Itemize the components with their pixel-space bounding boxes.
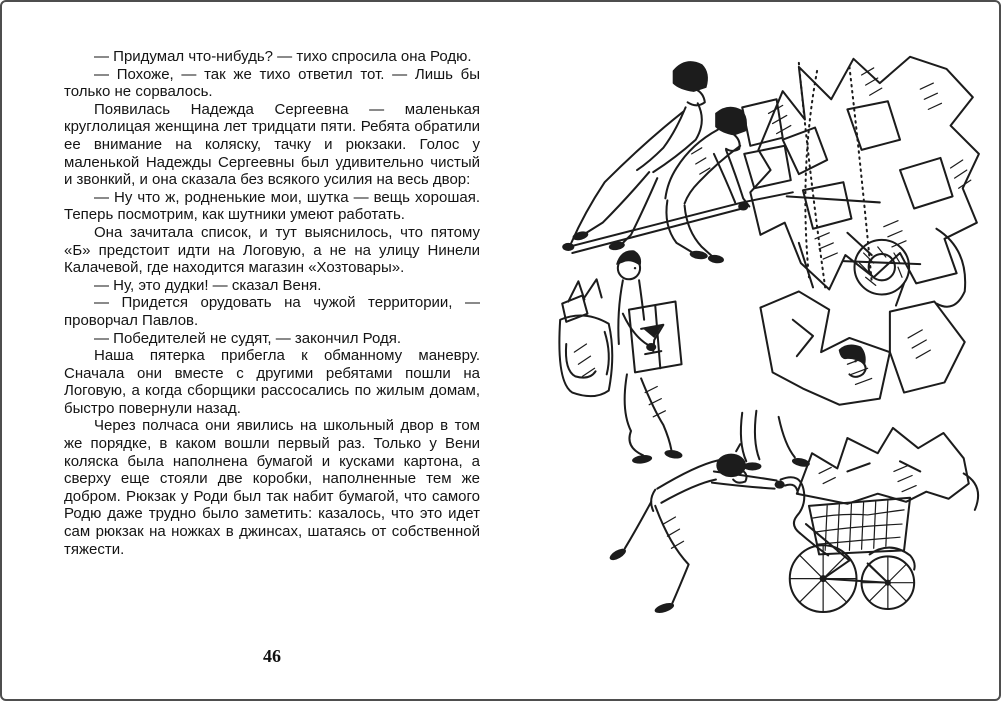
boy-pram bbox=[608, 444, 785, 615]
paragraph: — Похоже, — так же тихо ответил тот. — Лишь бы только не сорвалось. bbox=[64, 65, 480, 101]
boy-peeking bbox=[741, 345, 866, 470]
paragraph: Через полчаса они явились на школьный двор в том же порядке, в каком вошли первый раз. Только у Вени коляска была наполнена бумагой и кусками картона, а сверху еще стояли две коробки, наполненные тем же добром. Рюкзак у Роди был так набит бумагой, что самого Родю даже трудно было заметить: казалось, что это идет сам рюкзак на ножках в джинсах, шатаясь от собственной тяжести. bbox=[64, 417, 480, 558]
boy-front bbox=[665, 107, 749, 264]
paper-pile bbox=[742, 57, 979, 307]
paper-sacks bbox=[760, 291, 964, 404]
paragraph: — Придется орудовать на чужой территории, — проворчал Павлов. bbox=[64, 294, 480, 329]
basket-weave bbox=[813, 501, 904, 552]
pram-paper bbox=[797, 428, 969, 504]
paragraph: — Ну, это дудки! — сказал Веня. bbox=[94, 276, 322, 294]
pram bbox=[781, 428, 978, 612]
page-text bbox=[64, 48, 480, 558]
page-number: 46 bbox=[263, 646, 281, 666]
paragraph: Появилась Надежда Сергеевна — маленькая круглолицая женщина лет тридцати пяти. Ребята обратили ее внимание на коляску, тачку и рюкзаки. Голос у маленькой Надежды Сергеевны был удивительно чистый и звонкий, и она сказала без всякого усилия на весь двор: bbox=[64, 100, 480, 189]
boy-rucksack bbox=[559, 251, 683, 465]
paragraph: — Ну что ж, родненькие мои, шутка — вещь хорошая. Теперь посмотрим, как шутники умеют работать. bbox=[64, 188, 480, 224]
paragraph: — Придумал что-нибудь? — тихо спросила она Родю. bbox=[94, 48, 472, 65]
paragraph: — Победителей не судят, — закончил Родя. bbox=[94, 329, 402, 347]
paragraph: Наша пятерка прибегла к обманному маневру. Сначала они вместе с другими ребятами пошли на Логовую, а когда сборщики рассосались по жилым домам, быстро повернули назад. bbox=[64, 347, 480, 417]
paragraph: Она зачитала список, и тут выяснилось, что пятому «Б» предстоит идти на Логовую, а не на улицу Нинели Калачевой, где находится магазин «Хозтовары». bbox=[64, 223, 480, 277]
illustration bbox=[544, 48, 989, 636]
